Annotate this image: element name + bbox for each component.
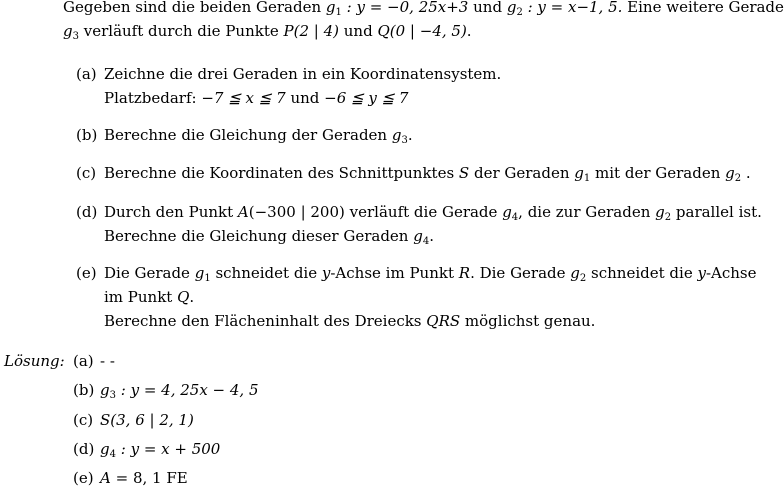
task-text: schneidet die: [210, 264, 322, 282]
g2-subscript: 2: [664, 212, 672, 223]
g1-symbol: g: [574, 164, 584, 182]
task-text: schneidet die: [586, 264, 698, 282]
g2-subscript: 2: [579, 273, 587, 284]
task-text: parallel ist.: [671, 203, 762, 221]
intro-text: und: [468, 0, 507, 16]
g3-subscript: 3: [401, 135, 408, 146]
task-text: Berechne die Gleichung der Geraden: [104, 126, 392, 144]
task-text: möglichst genau.: [460, 312, 596, 330]
g1-subscript: 1: [204, 273, 211, 284]
task-e-line-3: [104, 314, 595, 329]
task-d-line-1: [104, 203, 762, 223]
task-e-line-1: [104, 264, 757, 284]
solution-b-text: [100, 381, 259, 401]
g4-subscript: 4: [511, 212, 519, 223]
solution-e-text: [100, 471, 188, 486]
task-text: verläuft die Gerade: [344, 203, 503, 221]
g3-symbol: g: [391, 126, 402, 144]
area-symbol: A: [100, 469, 111, 487]
g4-symbol: g: [502, 203, 512, 221]
point-s: S: [458, 164, 470, 182]
task-text: -Achse: [705, 264, 757, 282]
task-text: -Achse im Punkt: [330, 264, 459, 282]
task-c-label: (c): [76, 164, 97, 182]
task-text: .: [189, 288, 195, 306]
g3-solution-equation: : y = 4, 25x − 4, 5: [115, 381, 259, 399]
task-a-line-1: Zeichne die drei Geraden in ein Koordinatensystem.: [104, 65, 502, 83]
g2-symbol: g: [506, 0, 517, 16]
g2-subscript: 2: [734, 173, 742, 184]
task-text: Durch den Punkt: [104, 203, 238, 221]
task-e-line-2: [104, 290, 194, 305]
g3-subscript: 3: [109, 390, 116, 401]
task-text: . Die Gerade: [470, 264, 571, 282]
g2-equation: : y = x−1, 5.: [522, 0, 623, 16]
task-text: und: [285, 89, 325, 107]
point-p: P(2 | 4): [283, 22, 339, 40]
g4-symbol: g: [413, 227, 423, 245]
g3-symbol: g: [100, 381, 110, 399]
g1-symbol: g: [325, 0, 336, 16]
intro-text: .: [466, 22, 472, 40]
intro-line-2: [63, 22, 472, 42]
solution-a-text: - -: [100, 352, 115, 370]
task-text: mit der Geraden: [590, 164, 726, 182]
g1-subscript: 1: [583, 173, 591, 184]
intro-text: verläuft durch die Punkte: [78, 22, 284, 40]
task-c-text: [104, 164, 751, 184]
g2-symbol: g: [725, 164, 735, 182]
task-text: .: [407, 126, 413, 144]
g1-symbol: g: [194, 264, 205, 282]
intro-line-1: [63, 0, 784, 18]
g4-subscript: 4: [422, 236, 430, 247]
g3-symbol: g: [63, 22, 73, 40]
task-b-label: (b): [76, 126, 98, 144]
task-text: Die Gerade: [104, 264, 195, 282]
point-r: R: [458, 264, 471, 282]
g3-subscript: 3: [72, 31, 79, 42]
intro-text: Eine weitere Gerade: [622, 0, 784, 16]
task-e-label: (e): [76, 264, 97, 282]
g1-subscript: 1: [335, 7, 342, 18]
solution-title: Lösung:: [4, 352, 65, 370]
task-text: Berechne die Koordinaten des Schnittpunktes: [104, 164, 459, 182]
task-text: .: [741, 164, 751, 182]
solution-e-label: (e): [73, 469, 94, 487]
task-text: Berechne den Flächeninhalt des Dreiecks: [104, 312, 427, 330]
task-text: .: [429, 227, 435, 245]
y-symbol: y: [321, 264, 331, 282]
point-a: A: [237, 203, 249, 221]
intro-text: und: [339, 22, 378, 40]
intro-text: Gegeben sind die beiden Geraden: [63, 0, 326, 16]
y-range: −6 ≦ y ≦ 7: [324, 89, 409, 107]
solution-d-text: [100, 440, 221, 460]
point-q: Q(0 | −4, 5): [377, 22, 467, 40]
g4-subscript: 4: [109, 449, 116, 460]
solution-c-text: S(3, 6 | 2, 1): [100, 411, 194, 429]
task-b-text: [104, 126, 413, 146]
g2-subscript: 2: [516, 7, 523, 18]
triangle-qrs: QRS: [426, 312, 461, 330]
task-text: der Geraden: [469, 164, 575, 182]
task-a-line-2: [104, 91, 408, 106]
solution-c-label: (c): [73, 411, 94, 429]
g2-symbol: g: [655, 203, 665, 221]
task-text: im Punkt: [104, 288, 178, 306]
solution-d-label: (d): [73, 440, 95, 458]
task-text: Platzbedarf:: [104, 89, 202, 107]
area-value: = 8, 1 FE: [110, 469, 188, 487]
task-text: Berechne die Gleichung dieser Geraden: [104, 227, 414, 245]
g1-equation: : y = −0, 25x+3: [341, 0, 469, 16]
y-symbol: y: [697, 264, 706, 282]
task-a-label: (a): [76, 65, 97, 83]
point-a-coords: (−300 | 200): [248, 203, 345, 221]
g4-symbol: g: [100, 440, 110, 458]
task-text: , die zur Geraden: [518, 203, 656, 221]
solution-b-label: (b): [73, 381, 95, 399]
point-q: Q: [177, 288, 190, 306]
g4-solution-equation: : y = x + 500: [115, 440, 221, 458]
x-range: −7 ≦ x ≦ 7: [201, 89, 286, 107]
g2-symbol: g: [570, 264, 580, 282]
solution-a-label: (a): [73, 352, 94, 370]
task-d-label: (d): [76, 203, 98, 221]
task-d-line-2: [104, 227, 435, 247]
